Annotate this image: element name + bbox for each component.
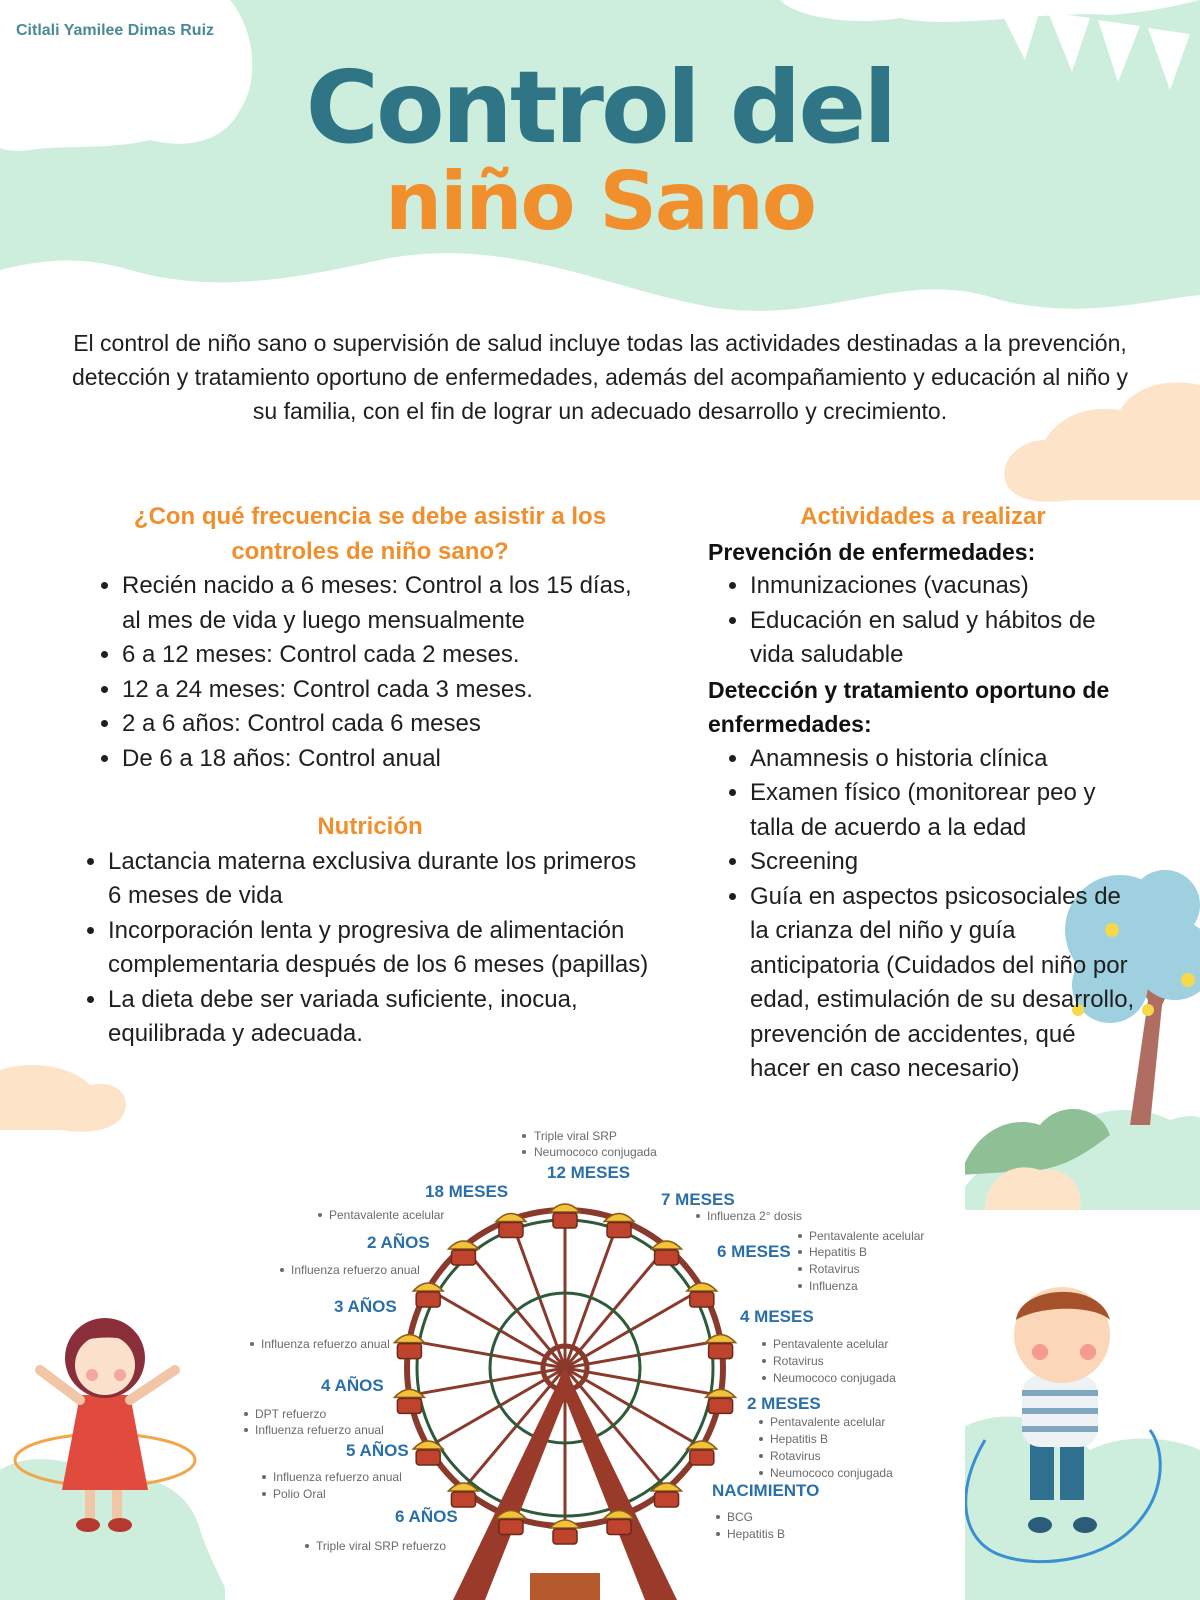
stage-item: Influenza refuerzo anual — [291, 1263, 420, 1277]
stage-item: Pentavalente acelular — [773, 1337, 889, 1351]
prevention-title: Prevención de enfermedades: — [708, 538, 1036, 565]
bullet-dot — [759, 1471, 763, 1475]
peach-cloud-left — [0, 1065, 126, 1132]
gondola-icon — [604, 1214, 634, 1238]
gondola-icon — [687, 1441, 717, 1465]
stage-label-7-meses: 7 MESES — [661, 1190, 735, 1209]
bullet-dot — [250, 1342, 254, 1346]
top-item: Triple viral SRP — [534, 1129, 617, 1143]
detection-list — [708, 742, 1138, 1087]
bullet-dot — [798, 1250, 802, 1254]
list-item: • Guía en aspectos psicosociales de la crianza del niño y guía anticipatoria (Cuidados del niño por edad, estimulación de su desarrollo, prevención de accidentes, qué hacer en caso necesario) — [750, 880, 1138, 1087]
stage-item: Influenza refuerzo anual — [273, 1470, 402, 1484]
bullet-dot — [716, 1515, 720, 1519]
bullet-dot — [716, 1532, 720, 1536]
detection-title: Detección y tratamiento oportuno de enfermedades: — [708, 676, 1110, 737]
list-item: • 2 a 6 años: Control cada 6 meses — [122, 707, 650, 742]
author-name: Citlali Yamilee Dimas Ruiz — [16, 22, 215, 39]
stage-label-12-meses: 12 MESES — [547, 1163, 631, 1182]
stage-item: Polio Oral — [273, 1487, 326, 1501]
list-item: • 6 a 12 meses: Control cada 2 meses. — [122, 638, 650, 673]
list-item: • Educación en salud y hábitos de vida saludable — [750, 604, 1138, 673]
gondola-icon — [413, 1441, 443, 1465]
top-item: Neumococo conjugada — [534, 1145, 657, 1159]
gondola-icon — [394, 1389, 424, 1413]
stage-label-2-anos: 2 AÑOS — [367, 1233, 430, 1252]
gondola-icon — [496, 1214, 526, 1238]
gondola-icon — [687, 1283, 717, 1307]
gondola-icon — [496, 1510, 526, 1534]
stage-item: Triple viral SRP refuerzo — [316, 1539, 447, 1553]
prevention-list — [708, 569, 1138, 673]
stage-item: Hepatitis B — [727, 1527, 786, 1541]
stage-item: Influenza 2° dosis — [707, 1209, 802, 1223]
gondola-icon — [604, 1510, 634, 1534]
stage-item: BCG — [727, 1510, 754, 1524]
bullet-dot — [262, 1492, 266, 1496]
list-item: • 12 a 24 meses: Control cada 3 meses. — [122, 673, 650, 708]
stage-item: DPT refuerzo — [255, 1407, 327, 1421]
bullet-dot — [759, 1420, 763, 1424]
gondola-icon — [413, 1283, 443, 1307]
page-title-line2: niño Sano — [385, 155, 815, 248]
list-item: • Lactancia materna exclusiva durante los primeros 6 meses de vida — [108, 845, 650, 914]
list-item: • Incorporación lenta y progresiva de alimentación complementaria después de los 6 meses (papillas) — [108, 914, 650, 983]
stage-item: Influenza refuerzo anual — [261, 1337, 390, 1351]
gondola-icon — [706, 1389, 736, 1413]
bullet-dot — [798, 1234, 802, 1238]
right-column — [708, 500, 1138, 1087]
bullet-dot — [759, 1454, 763, 1458]
bullet-dot — [244, 1428, 248, 1432]
list-item: • Recién nacido a 6 meses: Control a los 15 días, al mes de vida y luego mensualmente — [122, 569, 650, 638]
frequency-list — [90, 569, 650, 776]
stage-item: Pentavalente acelular — [770, 1415, 886, 1429]
bullet-dot — [798, 1284, 802, 1288]
stage-item: Rotavirus — [773, 1354, 824, 1368]
bullet-dot — [762, 1359, 766, 1363]
frequency-heading: ¿Con qué frecuencia se debe asistir a los controles de niño sano? — [133, 503, 607, 565]
bullet-dot — [262, 1475, 266, 1479]
stage-item: Neumococo conjugada — [770, 1466, 893, 1480]
bullet-dot — [759, 1437, 763, 1441]
stage-item: Neumococo conjugada — [773, 1371, 896, 1385]
intro-paragraph: El control de niño sano o supervisión de salud incluye todas las actividades destinadas a la prevención, detección y tratamiento oportuno de enfermedades, además del acompañamiento y educación al niño y su familia, con el fin de lograr un adecuado desarrollo y crecimiento. — [71, 330, 1129, 424]
stage-label-6-anos: 6 AÑOS — [395, 1507, 458, 1526]
list-item: • Examen físico (monitorear peo y talla de acuerdo a la edad — [750, 776, 1138, 845]
stage-label-nacimiento: NACIMIENTO — [712, 1481, 820, 1500]
gondola-icon — [706, 1335, 736, 1359]
gondola-icon — [652, 1483, 682, 1507]
list-item: • Inmunizaciones (vacunas) — [750, 569, 1138, 604]
stage-item: Influenza refuerzo anual — [255, 1423, 384, 1437]
stage-item: Rotavirus — [809, 1262, 860, 1276]
stage-label-3-anos: 3 AÑOS — [334, 1297, 397, 1316]
stage-label-5-anos: 5 AÑOS — [346, 1441, 409, 1460]
stage-label-18-meses: 18 MESES — [425, 1182, 509, 1201]
list-item: • Anamnesis o historia clínica — [750, 742, 1138, 777]
bullet-dot — [762, 1342, 766, 1346]
gondola-icon — [448, 1483, 478, 1507]
stage-label-2-meses: 2 MESES — [747, 1394, 821, 1413]
gondola-icon — [652, 1241, 682, 1265]
bullet-dot — [244, 1412, 248, 1416]
stage-item: Pentavalente acelular — [329, 1208, 445, 1222]
gondola-icon — [394, 1335, 424, 1359]
activities-heading: Actividades a realizar — [800, 503, 1046, 530]
bullet-dot — [696, 1214, 700, 1218]
bullet-dot — [318, 1213, 322, 1217]
list-item: • De 6 a 18 años: Control anual — [122, 742, 650, 777]
stage-label-4-anos: 4 AÑOS — [321, 1376, 384, 1395]
list-item: • La dieta debe ser variada suficiente, inocua, equilibrada y adecuada. — [108, 983, 650, 1052]
nutrition-heading: Nutrición — [317, 813, 423, 840]
gondola-icon — [550, 1520, 580, 1544]
left-column — [90, 500, 650, 1052]
gondola-icon — [550, 1204, 580, 1228]
stage-item: Hepatitis B — [770, 1432, 829, 1446]
nutrition-list — [90, 845, 650, 1052]
bullet-dot — [762, 1376, 766, 1380]
gondola-icon — [448, 1241, 478, 1265]
bullet-dot — [280, 1268, 284, 1272]
stage-item: Rotavirus — [770, 1449, 821, 1463]
vaccine-ferris-wheel — [225, 1129, 965, 1600]
page-title-line1: Control del — [305, 49, 895, 166]
bullet-dot — [798, 1267, 802, 1271]
stage-item: Hepatitis B — [809, 1245, 868, 1259]
list-item: • Screening — [750, 845, 1138, 880]
stage-label-4-meses: 4 MESES — [740, 1307, 814, 1326]
stage-label-6-meses: 6 MESES — [717, 1242, 791, 1261]
stage-item: Pentavalente acelular — [809, 1229, 925, 1243]
stage-item: Influenza — [809, 1279, 858, 1293]
bullet-dot — [305, 1544, 309, 1548]
